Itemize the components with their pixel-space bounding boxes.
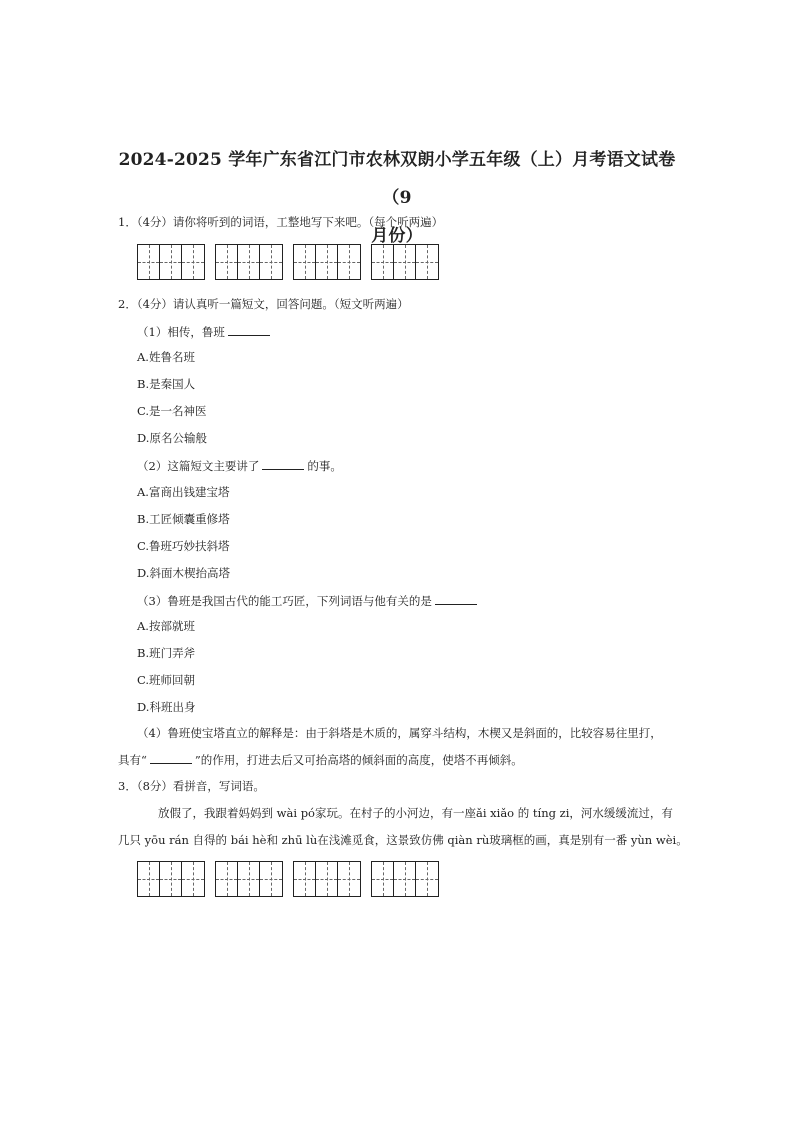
q2-sub1 <box>137 324 273 339</box>
q2-sub3 <box>137 593 480 608</box>
word-box-4[interactable] <box>371 244 439 280</box>
q3-paragraph-line2: 几只 yōu rán 自得的 bái hè和 zhū lù在浅滩觅食，这景致仿佛 qiàn rù玻璃框的画，真是别有一番 yùn wèi。 <box>118 833 688 847</box>
q2-sub1-option-d[interactable]: D.原名公输般 <box>137 431 207 445</box>
q2-sub2-option-b[interactable]: B.工匠倾囊重修塔 <box>137 512 230 526</box>
q2-sub1-option-c[interactable]: C.是一名神医 <box>137 404 207 418</box>
q2-sub2-option-a[interactable]: A.富商出钱建宝塔 <box>137 485 230 499</box>
q3-paragraph-line1: 放假了，我跟着妈妈到 wài pó家玩。在村子的小河边，有一座ǎi xiǎo 的 tíng zi，河水缓缓流过，有 <box>158 806 673 820</box>
q2-sub2 <box>137 458 342 473</box>
question-1-number: 1． <box>118 215 137 229</box>
q2-sub4-line1: （4）鲁班使宝塔直立的解释是：由于斜塔是木质的，属穿斗结构，木楔又是斜面的，比较容易往里打， <box>137 726 662 740</box>
q2-sub2-blank[interactable] <box>262 458 304 470</box>
answer-grid-q1 <box>137 244 439 280</box>
q2-sub4-line2-prefix: 具有“ <box>118 753 147 767</box>
question-2-text: （4分）请认真听一篇短文，回答问题。（短文听两遍） <box>136 297 409 311</box>
question-1 <box>118 215 443 229</box>
question-3 <box>118 779 265 793</box>
q2-sub1-option-a[interactable]: A.姓鲁名班 <box>137 350 195 364</box>
question-2-number: 2． <box>118 297 137 311</box>
q2-sub2-option-d[interactable]: D.斜面木楔抬高塔 <box>137 566 230 580</box>
question-1-text: （4分）请你将听到的词语，工整地写下来吧。（每个听两遍） <box>136 215 444 229</box>
word-box-5[interactable] <box>137 861 205 897</box>
word-box-3[interactable] <box>293 244 361 280</box>
question-3-text: （8分）看拼音，写词语。 <box>136 779 265 793</box>
q2-sub3-blank[interactable] <box>435 593 477 605</box>
q2-sub4-line2-suffix: ”的作用，打进去后又可抬高塔的倾斜面的高度，使塔不再倾斜。 <box>194 753 523 767</box>
word-box-7[interactable] <box>293 861 361 897</box>
q2-sub1-option-b[interactable]: B.是秦国人 <box>137 377 196 391</box>
word-box-1[interactable] <box>137 244 205 280</box>
q2-sub3-option-b[interactable]: B.班门弄斧 <box>137 646 196 660</box>
answer-grid-q3 <box>137 861 439 897</box>
question-3-number: 3． <box>118 779 137 793</box>
q2-sub4-line2 <box>118 752 523 767</box>
word-box-2[interactable] <box>215 244 283 280</box>
q2-sub3-option-c[interactable]: C.班师回朝 <box>137 673 196 687</box>
q2-sub3-option-d[interactable]: D.科班出身 <box>137 700 196 714</box>
q2-sub1-blank[interactable] <box>228 324 270 336</box>
q2-sub4-blank[interactable] <box>150 752 192 764</box>
word-box-6[interactable] <box>215 861 283 897</box>
q2-sub2-prefix: （2）这篇短文主要讲了 <box>137 459 260 473</box>
q2-sub3-prefix: （3）鲁班是我国古代的能工巧匠，下列词语与他有关的是 <box>137 594 432 608</box>
word-box-8[interactable] <box>371 861 439 897</box>
q2-sub3-option-a[interactable]: A.按部就班 <box>137 619 195 633</box>
q2-sub1-prefix: （1）相传，鲁班 <box>137 325 225 339</box>
exam-title <box>112 141 682 255</box>
q2-sub2-suffix: 的事。 <box>307 459 342 473</box>
exam-title-line1: 2024-2025 学年广东省江门市农林双朗小学五年级（上）月考语文试卷（9 <box>118 150 676 208</box>
question-2 <box>118 297 409 311</box>
exam-title-line2: 月份） <box>371 226 423 246</box>
q2-sub2-option-c[interactable]: C.鲁班巧妙扶斜塔 <box>137 539 230 553</box>
